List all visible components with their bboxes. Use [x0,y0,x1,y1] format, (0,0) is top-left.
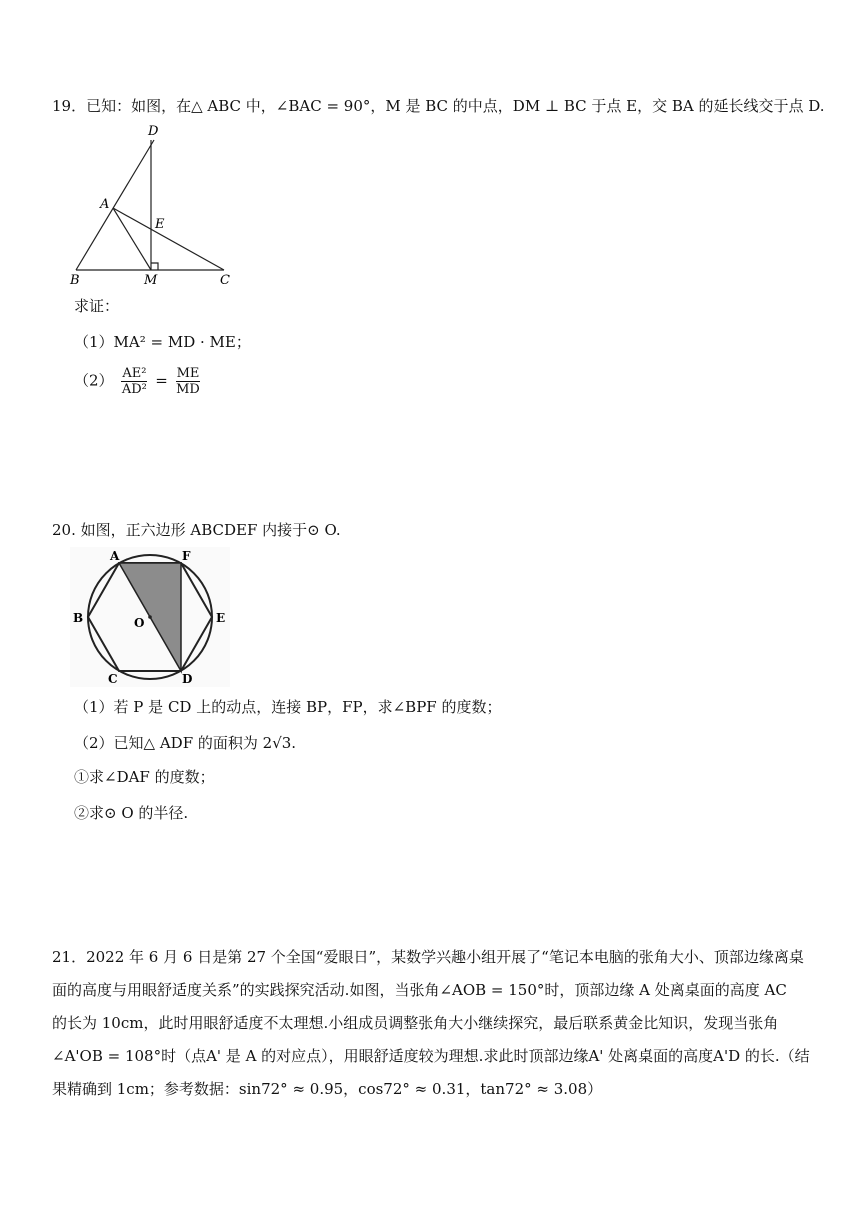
q19-stem: 19．已知：如图，在△ ABC 中，∠BAC = 90°，M 是 BC 的中点，DM ⊥ BC 于点 E，交 BA 的延长线交于点 D. [52,97,825,115]
q21-line1: 21．2022 年 6 月 6 日是第 27 个全国“爱眼日”，某数学兴趣小组开展了“笔记本电脑的张角大小、顶部边缘离桌 [52,948,804,966]
label-E: E [216,611,226,625]
q20-sub2: ②求⊙ O 的半径. [74,804,189,822]
fraction-left-den: AD² [121,382,147,397]
equals-sign: = [155,371,168,390]
label-C: C [108,672,118,686]
q19-triangle-figure [62,122,242,287]
fraction-right [176,366,201,397]
label-E: E [155,217,165,232]
label-B: B [70,273,80,287]
q20-sub1: ①求∠DAF 的度数； [74,768,215,786]
q20-stem: 20. 如图，正六边形 ABCDEF 内接于⊙ O. [52,521,341,539]
fraction-left-num: AE² [122,366,147,381]
label-F: F [182,549,191,563]
q21-line5: 果精确到 1cm；参考数据：sin72° ≈ 0.95，cos72° ≈ 0.31，tan72° ≈ 3.08） [52,1080,603,1098]
fraction-right-num: ME [176,366,200,381]
label-A: A [110,549,120,563]
q19-part2 [74,366,203,397]
fraction-left [121,366,147,397]
label-D: D [182,672,193,686]
q19-prove-label: 求证： [74,297,120,315]
label-A: A [100,197,110,212]
q21-line2: 面的高度与用眼舒适度关系”的实践探究活动.如图，当张角∠AOB = 150°时，顶部边缘 A 处离桌面的高度 AC [52,981,787,999]
q21-line4: ∠A'OB = 108°时（点A' 是 A 的对应点），用眼舒适度较为理想.求此时顶部边缘A' 处离桌面的高度A'D 的长.（结 [52,1047,810,1065]
q20-hexagon-figure [70,547,230,687]
q21-line3: 的长为 10cm，此时用眼舒适度不太理想.小组成员调整张角大小继续探究，最后联系黄金比知识，发现当张角 [52,1014,779,1032]
q19-part1: （1）MA² = MD · ME； [74,333,251,351]
fraction-right-den: MD [176,382,200,397]
label-M: M [144,273,158,287]
label-D: D [148,124,159,139]
q20-part1: （1）若 P 是 CD 上的动点，连接 BP，FP，求∠BPF 的度数； [74,698,502,716]
q20-part2: （2）已知△ ADF 的面积为 2√3. [74,734,297,752]
q19-part2-prefix: （2） [74,371,114,390]
label-O: O [134,616,145,630]
label-C: C [220,273,230,287]
label-B: B [73,611,84,625]
